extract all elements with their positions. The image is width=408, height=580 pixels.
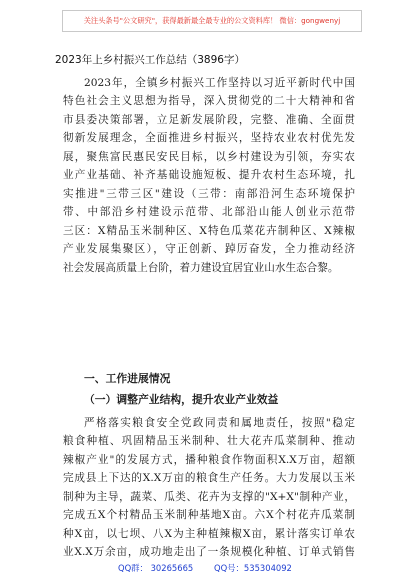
intro-line: 实推进"三带三区"建设（三带：南部沿河生态环境保护 — [63, 188, 355, 200]
body-line: 完成县上下达的X.X万亩的粮食生产任务。大力发展以玉米 — [63, 472, 355, 484]
promo-banner-text: 关注头条号"公文研究"，获得最新最全最专业的公文资料库！ 微信：gongwenyj — [83, 16, 341, 25]
intro-line: 三区：X精品玉米制种区、X特色瓜菜花卉制种区、X辣椒 — [63, 225, 355, 237]
body-line: 辣椒产业"的发展方式，播种粮食作物面积X.X万亩，超额 — [63, 454, 355, 466]
intro-line: 彻新发展理念，全面推进乡村振兴，坚持农业农村优先发 — [63, 132, 355, 144]
body-line: 粮食种植、巩固精品玉米制种、壮大花卉瓜菜制种、推动 — [63, 435, 355, 447]
body-line: 种X亩，以七坝、八X为主种植辣椒X亩，累计落实订单农 — [63, 528, 355, 540]
body-line: 制种为主导，蔬菜、瓜类、花卉为支撑的"X+X"制种产业， — [63, 491, 355, 503]
intro-line: 2023年，全镇乡村振兴工作坚持以习近平新时代中国 — [84, 77, 355, 89]
body-line: 完成五X个村精品玉米制种基地X亩。六X个村花卉瓜菜制 — [63, 509, 355, 521]
intro-line: 特色社会主义思想为指导，深入贯彻党的二十大精神和省 — [63, 95, 355, 107]
subsection-heading: （一）调整产业结构，提升农业产业效益 — [84, 393, 279, 406]
section-heading: 一、工作进展情况 — [84, 372, 171, 385]
body-line: 严格落实粮食安全党政同责和属地责任，按照"稳定 — [84, 417, 355, 429]
intro-line: 业产业基础、补齐基础设施短板、提升农村生态环境，扎 — [63, 169, 355, 181]
qq-group-number: QQ群： 30265665 — [118, 563, 194, 573]
body-line: 业X.X万余亩，成功地走出了一条规模化种植、订单式销售 — [63, 546, 355, 558]
intro-line: 展，聚焦富民惠民安民目标，以乡村建设为引领，夯实农 — [63, 151, 355, 163]
document-title: 2023年上乡村振兴工作总结（3896字） — [55, 54, 245, 66]
intro-line: 社会发展高质量上台阶，着力建设宜居宜业山水生态合黎。 — [63, 262, 339, 274]
intro-line: 市县委决策部署，立足新发展阶段，完整、准确、全面贯 — [63, 114, 355, 126]
intro-line: 带、中部沿乡村建设示范带、北部沿山能人创业示范带 — [63, 206, 355, 218]
intro-line: 产业发展集聚区），守正创新、踔厉奋发，全力推动经济 — [63, 243, 355, 255]
footer-contact — [0, 562, 408, 578]
qq-number: QQ号：535304092 — [214, 563, 292, 573]
promo-banner — [62, 10, 362, 32]
